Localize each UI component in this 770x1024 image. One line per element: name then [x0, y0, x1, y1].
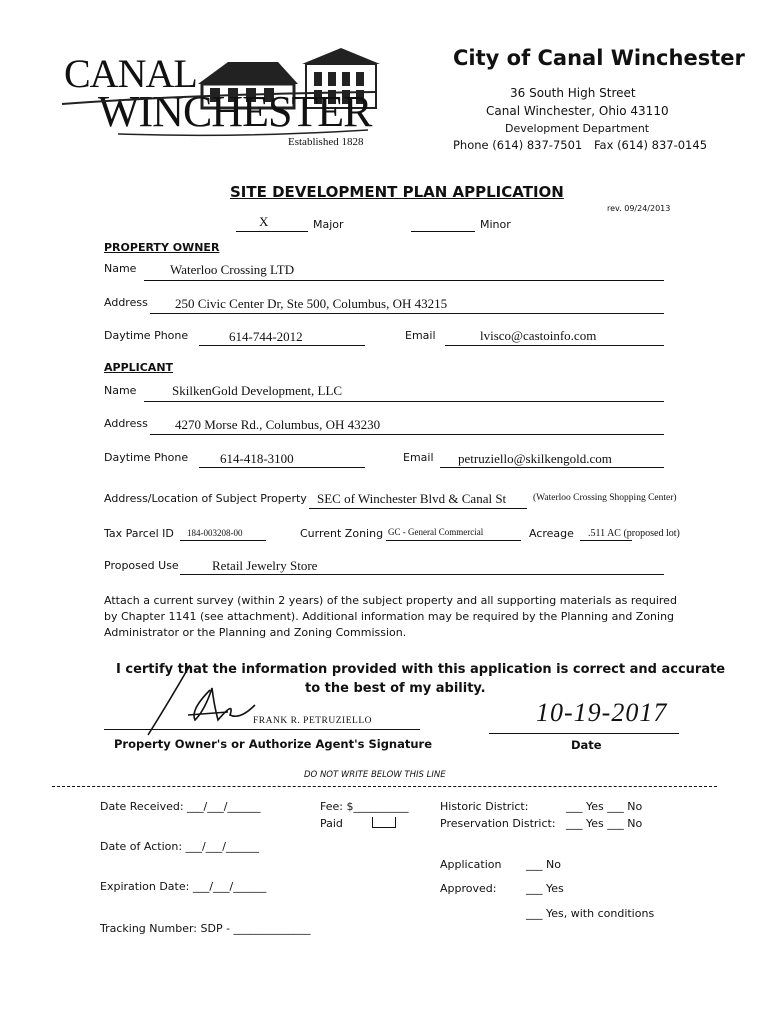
zoning-line	[386, 540, 521, 541]
fee: Fee: $__________	[320, 800, 409, 813]
applicant-phone-field[interactable]: 614-418-3100	[220, 451, 294, 466]
minor-label: Minor	[480, 218, 511, 231]
instructions-line3: Administrator or the Planning and Zoning Commission.	[104, 626, 407, 639]
owner-name-field[interactable]: Waterloo Crossing LTD	[170, 262, 295, 277]
signature-line	[104, 729, 420, 730]
date-of-action: Date of Action: ___/___/______	[100, 840, 259, 853]
instructions-line1: Attach a current survey (within 2 years) of the subject property and all supporting materials as required	[104, 594, 677, 607]
approved-yes: ___ Yes	[526, 882, 564, 895]
acreage-label: Acreage	[529, 527, 574, 540]
owner-address-line	[150, 313, 664, 314]
expiration-date: Expiration Date: ___/___/______	[100, 880, 267, 893]
minor-line[interactable]	[411, 231, 475, 232]
major-line	[236, 231, 308, 232]
city-fax: Fax (614) 837-0145	[594, 138, 708, 152]
owner-phone-label: Daytime Phone	[104, 329, 189, 342]
location-line	[309, 508, 527, 509]
date-line	[489, 733, 679, 734]
instructions-line2: by Chapter 1141 (see attachment). Additional information may be required by the Planning and Zoning	[104, 610, 675, 623]
owner-heading: PROPERTY OWNER	[104, 241, 220, 254]
logo-line1: CANAL	[64, 51, 197, 96]
owner-name-line	[144, 280, 664, 281]
applicant-email-field[interactable]: petruziello@skilkengold.com	[458, 451, 612, 466]
major-label: Major	[313, 218, 344, 231]
location-note: (Waterloo Crossing Shopping Center)	[533, 493, 677, 503]
city-street: 36 South High Street	[510, 86, 636, 100]
owner-phone-line	[199, 345, 365, 346]
acreage-field[interactable]: .511 AC (proposed lot)	[588, 528, 680, 539]
approved-yes-conditions: ___ Yes, with conditions	[526, 907, 655, 920]
owner-email-field[interactable]: lvisco@castoinfo.com	[480, 328, 597, 343]
certify-line1: I certify that the information provided with this application is correct and accurate	[116, 662, 726, 677]
applicant-name-label: Name	[104, 384, 137, 397]
owner-phone-field[interactable]: 614-744-2012	[229, 329, 303, 344]
form-revision: rev. 09/24/2013	[607, 204, 671, 213]
parcel-label: Tax Parcel ID	[104, 527, 174, 540]
logo-established: Established 1828	[288, 136, 364, 148]
applicant-email-line	[440, 467, 664, 468]
certify-line2: to the best of my ability.	[305, 681, 486, 696]
paid-checkbox[interactable]	[372, 817, 396, 828]
parcel-field[interactable]: 184-003208-00	[187, 528, 243, 538]
applicant-address-label: Address	[104, 417, 148, 430]
signature-printed-name[interactable]: FRANK R. PETRUZIELLO	[253, 716, 372, 726]
use-label: Proposed Use	[104, 559, 179, 572]
office-use-note: DO NOT WRITE BELOW THIS LINE	[304, 770, 446, 780]
owner-address-field[interactable]: 250 Civic Center Dr, Ste 500, Columbus, OH 43215	[175, 296, 448, 311]
location-field[interactable]: SEC of Winchester Blvd & Canal St	[317, 491, 507, 506]
zoning-label: Current Zoning	[300, 527, 384, 540]
use-line	[180, 574, 664, 575]
logo-line2: WINCHESTER	[98, 87, 372, 136]
owner-address-label: Address	[104, 296, 148, 309]
approved-label: Approved:	[440, 882, 497, 895]
parcel-line	[180, 540, 266, 541]
date-received: Date Received: ___/___/______	[100, 800, 261, 813]
acreage-line	[580, 540, 632, 541]
signature-scribble-icon	[140, 660, 270, 740]
historic-label: Historic District:	[440, 800, 529, 813]
form-title: SITE DEVELOPMENT PLAN APPLICATION	[230, 183, 564, 201]
tracking-number: Tracking Number: SDP - ______________	[100, 922, 311, 935]
location-label: Address/Location of Subject Property	[104, 492, 307, 505]
date-field[interactable]: 10-19-2017	[536, 698, 668, 727]
city-phone: Phone (614) 837-7501	[453, 138, 583, 152]
applicant-email-label: Email	[403, 451, 434, 464]
applicant-address-line	[150, 434, 664, 435]
date-label: Date	[571, 738, 602, 752]
applicant-phone-label: Daytime Phone	[104, 451, 189, 464]
major-mark[interactable]: X	[259, 214, 269, 229]
office-use-divider	[52, 786, 717, 787]
city-state: Canal Winchester, Ohio 43110	[486, 104, 669, 118]
logo	[58, 42, 388, 152]
zoning-field[interactable]: GC - General Commercial	[388, 527, 484, 537]
applicant-address-field[interactable]: 4270 Morse Rd., Columbus, OH 43230	[175, 417, 381, 432]
signature-label: Property Owner's or Authorize Agent's Signature	[114, 737, 433, 751]
owner-email-label: Email	[405, 329, 436, 342]
preservation-label: Preservation District:	[440, 817, 556, 830]
historic-options: ___ Yes ___ No	[566, 800, 643, 813]
applicant-heading: APPLICANT	[104, 361, 174, 374]
paid-label: Paid	[320, 817, 343, 830]
use-field[interactable]: Retail Jewelry Store	[212, 558, 318, 573]
city-title: City of Canal Winchester	[453, 46, 745, 70]
applicant-phone-line	[199, 467, 365, 468]
application-no: ___ No	[526, 858, 561, 871]
application-label: Application	[440, 858, 502, 871]
applicant-name-line	[144, 401, 664, 402]
owner-name-label: Name	[104, 262, 137, 275]
preservation-options: ___ Yes ___ No	[566, 817, 643, 830]
applicant-name-field[interactable]: SkilkenGold Development, LLC	[172, 383, 343, 398]
owner-email-line	[445, 345, 664, 346]
city-department: Development Department	[505, 122, 650, 135]
